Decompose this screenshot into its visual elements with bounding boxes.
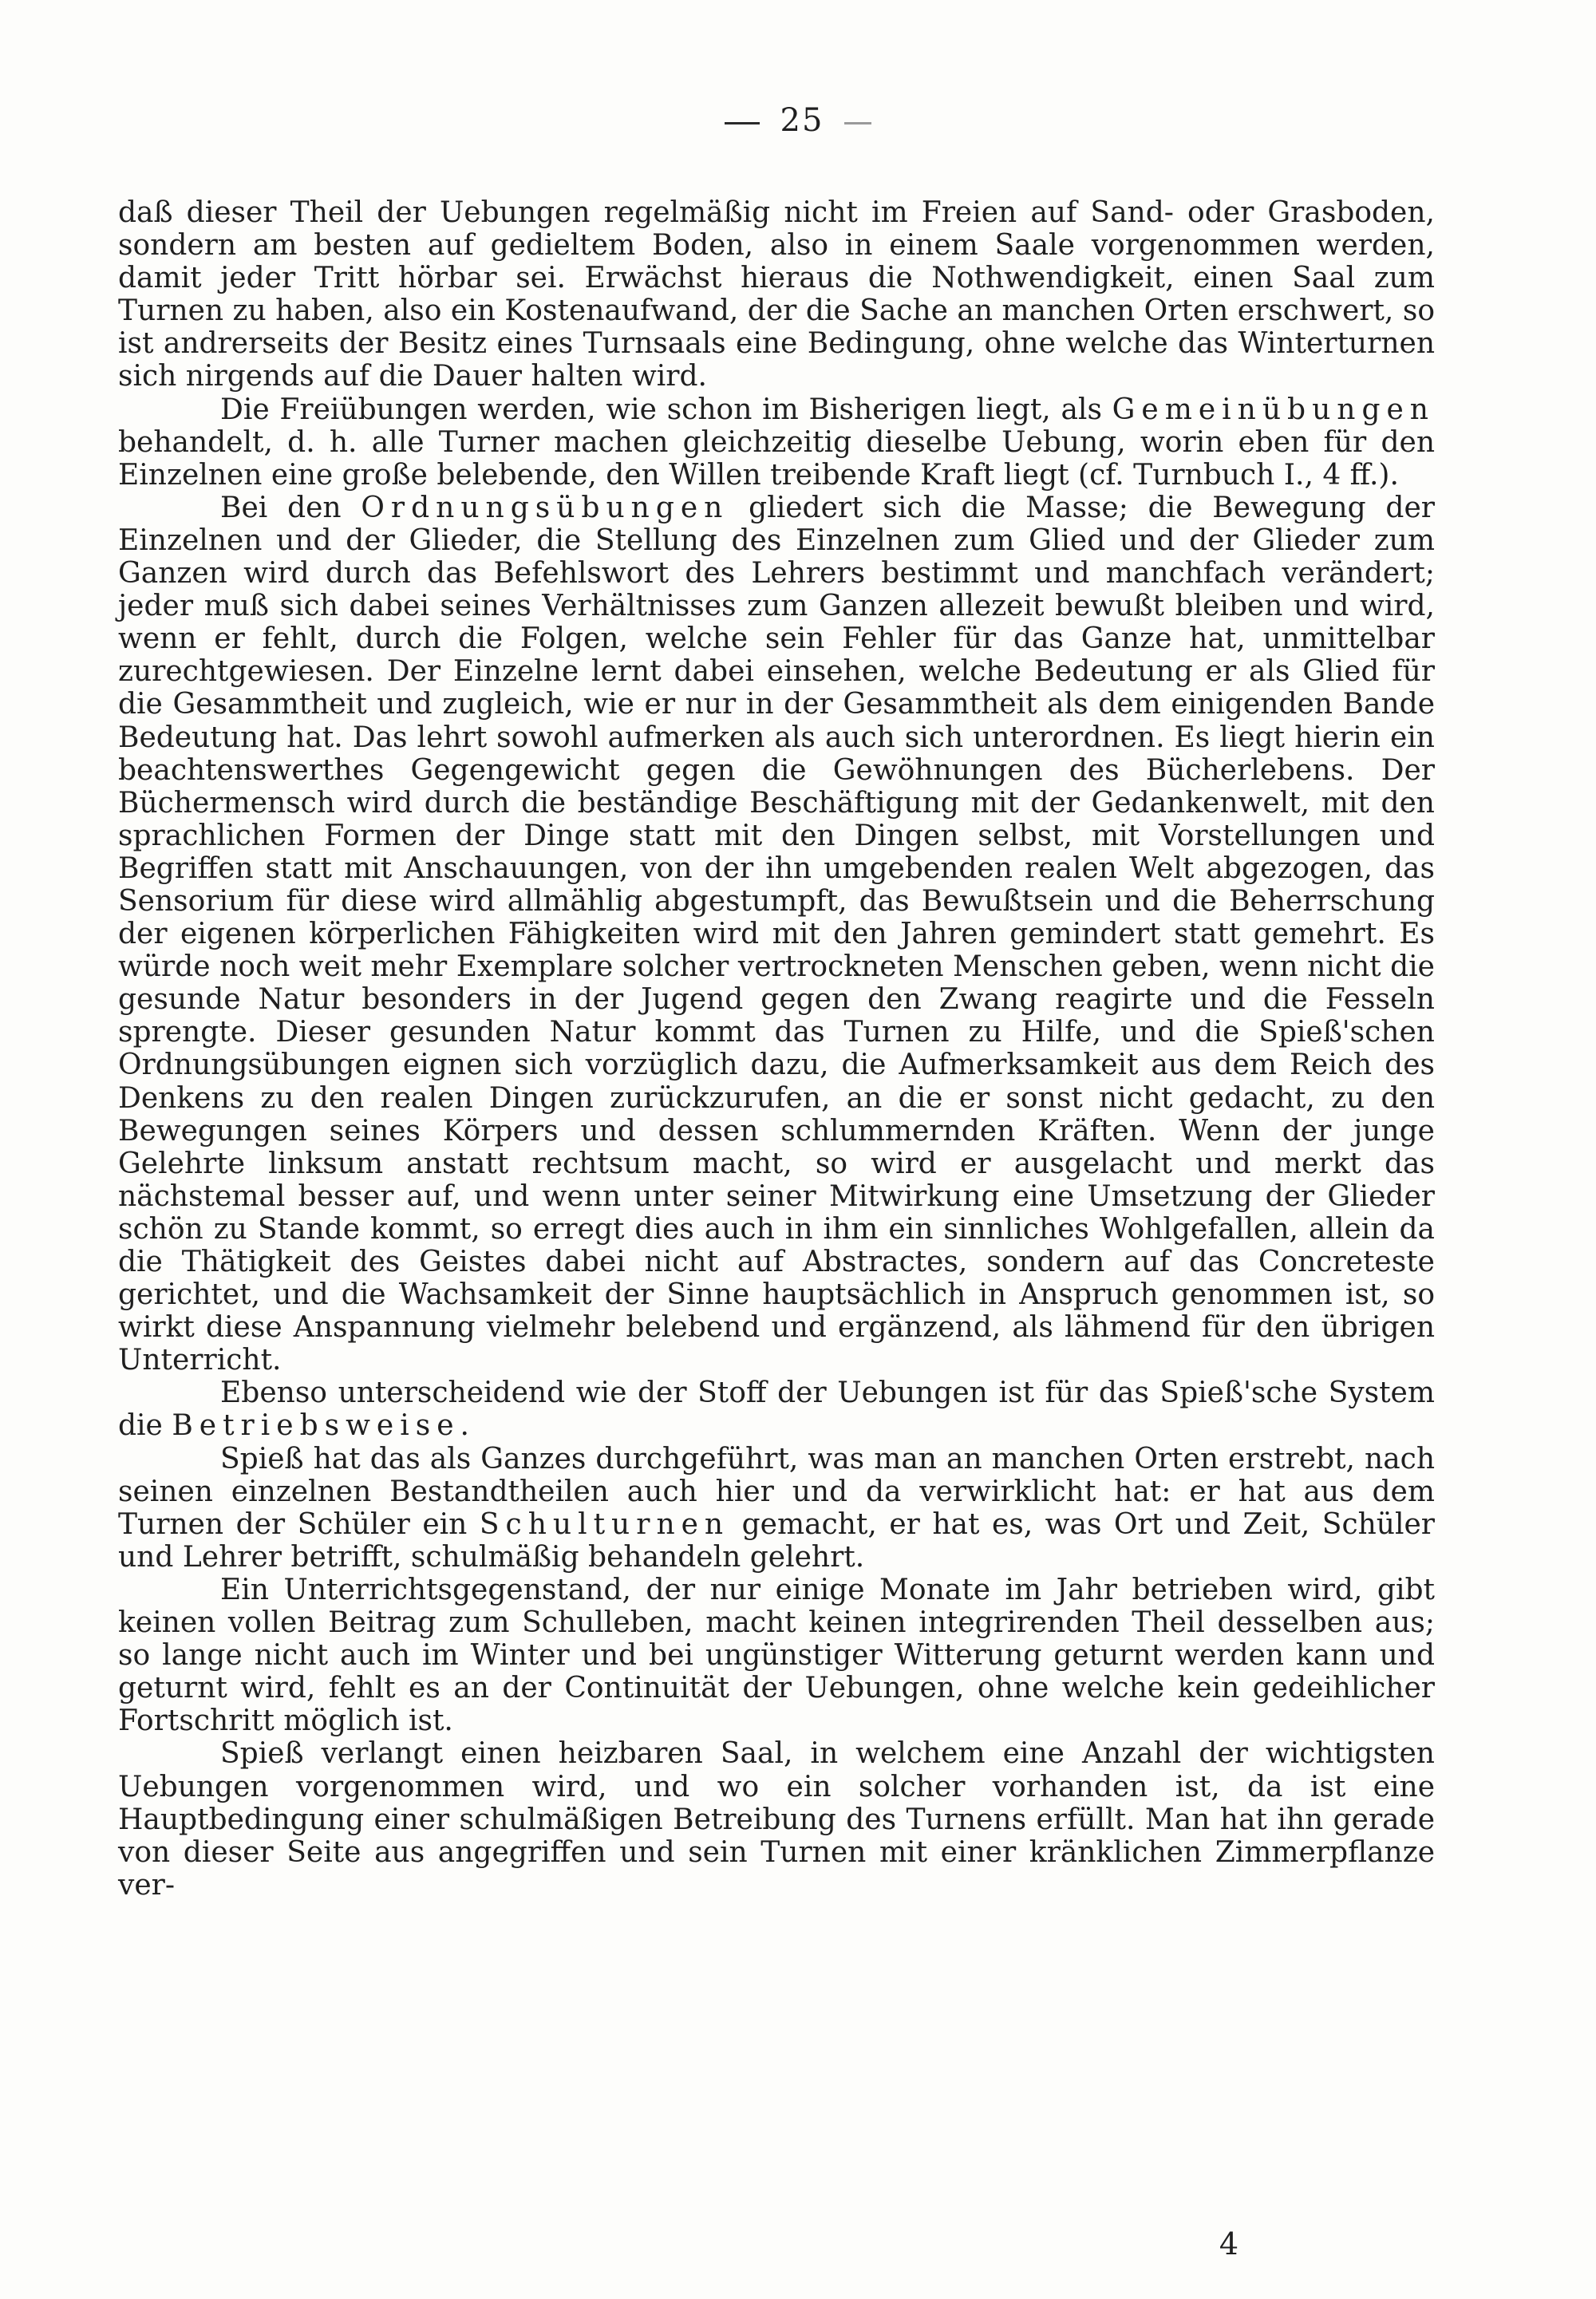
page-number: 25 [780, 102, 824, 139]
header-dash-right [844, 122, 871, 124]
paragraph-3-after: gliedert sich die Masse; die Bewegung der Einzelnen und der Glieder, die Stellung des Einzelnen zum Glied und der Glieder zum Ganzen wird durch das Befehlswort des Lehrers bestimmt und manchfach verändert; jeder muß sich dabei seines Verhältnisses zum Ganzen allezeit bewußt bleiben und wird, wenn er fehlt, durch die Folgen, welche sein Fehler für das Ganze hat, unmittelbar zurechtgewiesen. Der Einzelne lernt dabei einsehen, welche Bedeutung er als Glied für die Gesammtheit und zugleich, wie er nur in der Gesammtheit als dem einigenden Bande Bedeutung hat. Das lehrt sowohl aufmerken als auch sich unterordnen. Es liegt hierin ein beachtenswerthes Gegengewicht gegen die Gewöhnungen des Bücherlebens. Der Büchermensch wird durch die beständige Beschäftigung mit der Gedankenwelt, mit den sprachlichen Formen der Dinge statt mit den Dingen selbst, mit Vorstellungen und Begriffen statt mit Anschauungen, von der ihn umgebenden realen Welt abgezogen, das Sensorium für diese wird allmählig abgestumpft, das Bewußtsein und die Beherrschung der eigenen körperlichen Fähigkeiten wird mit den Jahren gemindert statt gemehrt. Es würde noch weit mehr Exemplare solcher vertrockneten Menschen geben, wenn nicht die gesunde Natur besonders in der Jugend gegen den Zwang reagirte und die Fesseln sprengte. Dieser gesunden Natur kommt das Turnen zu Hilfe, und die Spieß'schen Ordnungsübungen eignen sich vorzüglich dazu, die Aufmerksamkeit aus dem Reich des Denkens zu den realen Dingen zurückzurufen, an die er sonst nicht gedacht, zu den Bewegungen seines Körpers und dessen schlummernden Kräften. Wenn der junge Gelehrte linksum anstatt rechtsum macht, so wird er ausgelacht und merkt das nächstemal besser auf, und wenn unter seiner Mitwirkung eine Umsetzung der Glieder schön zu Stande kommt, so erregt dies auch in ihm ein sinnliches Wohlgefallen, allein da die Thätigkeit des Geistes dabei nicht auf Abstractes, sondern auf das Concreteste gerichtet, und die Wachsamkeit der Sinne hauptsächlich in Anspruch genommen ist, so wirkt diese Anspannung vielmehr belebend und ergänzend, als lähmend für den übrigen Unterricht. [118, 491, 1435, 1377]
paragraph-2-before: Die Freiübungen werden, wie schon im Bisherigen liegt, als [220, 393, 1112, 426]
paragraph-4-emphasis: Betriebsweise [172, 1409, 460, 1443]
paragraph-2-after: behandelt, d. h. alle Turner machen gleichzeitig dieselbe Uebung, worin eben für den Einzelnen eine große belebende, den Willen treibende Kraft liegt (cf. Turnbuch I., 4 ff.). [118, 425, 1435, 492]
paragraph-6: Ein Unterrichtsgegenstand, der nur einige Monate im Jahr betrieben wird, gibt keinen vollen Beitrag zum Schulleben, macht keinen integrirenden Theil desselben aus; so lange nicht auch im Winter und bei ungünstiger Witterung geturnt werden kann und geturnt wird, fehlt es an der Continuität der Uebungen, ohne welche kein gedeihlicher Fortschritt möglich ist. [118, 1573, 1435, 1738]
header-dash-left [725, 122, 760, 124]
paragraph-2-emphasis: Gemeinübungen [1112, 393, 1435, 426]
paragraph-2 [118, 393, 1435, 492]
paragraph-7: Spieß verlangt einen heizbaren Saal, in welchem eine Anzahl der wichtigsten Uebungen vorgenommen wird, und wo ein solcher vorhanden ist, da ist eine Hauptbedingung einer schulmäßigen Betreibung des Turnens erfüllt. Man hat ihn gerade von dieser Seite aus angegriffen und sein Turnen mit einer kränklichen Zimmerpflanze ver- [118, 1737, 1435, 1902]
paragraph-3-before: Bei den [220, 491, 361, 524]
paragraph-3-emphasis: Ordnungsübungen [361, 491, 729, 524]
paragraph-4-before: Ebenso unterscheidend wie der Stoff der Uebungen ist für das Spieß'sche System die [118, 1377, 1435, 1443]
paragraph-1: daß dieser Theil der Uebungen regelmäßig nicht im Freien auf Sand- oder Grasboden, sondern am besten auf gedieltem Boden, also in einem Saale vorgenommen werden, damit jeder Tritt hörbar sei. Erwächst hieraus die Nothwendigkeit, einen Saal zum Turnen zu haben, also ein Kostenaufwand, der die Sache an manchen Orten erschwert, so ist andrerseits der Besitz eines Turnsaals eine Bedingung, ohne welche das Winterturnen sich nirgends auf die Dauer halten wird. [118, 196, 1435, 393]
paragraph-5-emphasis: Schulturnen [479, 1507, 730, 1541]
paragraph-5-before: Spieß hat das als Ganzes durchgeführt, was man an manchen Orten erstrebt, nach seinen einzelnen Bestandtheilen auch hier und da verwirklicht hat: er hat aus dem Turnen der Schüler ein [118, 1442, 1435, 1541]
paragraph-5 [118, 1443, 1435, 1574]
paragraph-4 [118, 1377, 1435, 1442]
paragraph-3 [118, 492, 1435, 1377]
page-header [0, 102, 1596, 139]
paragraph-5-after: gemacht, er hat es, was Ort und Zeit, Schüler und Lehrer betrifft, schulmäßig behandeln gelehrt. [118, 1507, 1436, 1574]
paragraph-4-after: . [460, 1409, 469, 1443]
page-body [118, 196, 1435, 1902]
signature-mark: 4 [1219, 2226, 1238, 2261]
